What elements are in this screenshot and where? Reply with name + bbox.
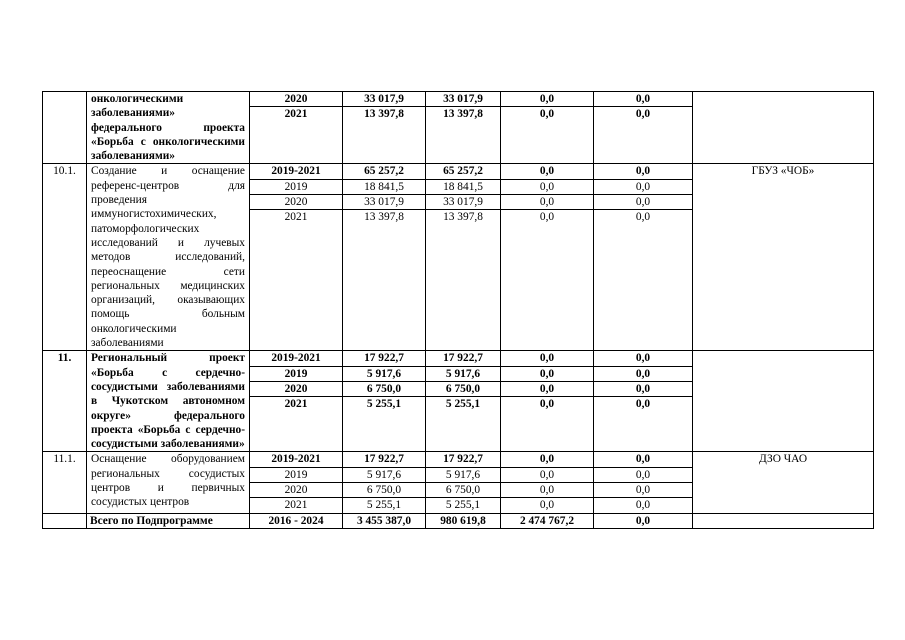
sub-value: 5 917,6 bbox=[343, 468, 425, 483]
table-row bbox=[43, 452, 874, 513]
sub-value: 0,0 bbox=[594, 382, 692, 397]
sub-value: 6 750,0 bbox=[426, 483, 500, 498]
sub-value: 2019 bbox=[250, 468, 342, 483]
sub-value: 2019-2021 bbox=[250, 164, 342, 179]
sub-value: 5 255,1 bbox=[445, 398, 481, 411]
sub-value: 13 397,8 bbox=[364, 211, 404, 224]
sub-value: 2021 bbox=[284, 499, 308, 512]
sub-value: 0,0 bbox=[594, 195, 692, 210]
sub-value: 2019 bbox=[250, 367, 342, 382]
sub-value: 2020 bbox=[250, 92, 342, 107]
sub-value: 33 017,9 bbox=[343, 195, 425, 210]
sub-value: 0,0 bbox=[635, 398, 651, 411]
row-number: 10.1. bbox=[43, 164, 87, 351]
cell-amount-federal bbox=[501, 452, 594, 513]
total-num-cell bbox=[43, 513, 87, 528]
cell-amount-budget bbox=[426, 164, 501, 351]
total-period: 2016 - 2024 bbox=[250, 513, 343, 528]
sub-value: 2019 bbox=[250, 180, 342, 195]
sub-value: 0,0 bbox=[594, 164, 692, 179]
sub-value: 2020 bbox=[250, 382, 342, 397]
table-row bbox=[43, 92, 874, 164]
sub-value: 0,0 bbox=[594, 367, 692, 382]
sub-value: 0,0 bbox=[501, 452, 593, 467]
sub-value: 2020 bbox=[250, 195, 342, 210]
sub-value: 2020 bbox=[250, 483, 342, 498]
sub-value: 65 257,2 bbox=[426, 164, 500, 179]
total-amount: 3 455 387,0 bbox=[343, 513, 426, 528]
row-executor: ГБУЗ «ЧОБ» bbox=[693, 164, 874, 351]
sub-value: 0,0 bbox=[539, 499, 555, 512]
sub-value: 5 917,6 bbox=[426, 367, 500, 382]
row-description: онкологическими заболеваниями» федерального проекта «Борьба с онкологическими заболеваниями» bbox=[87, 92, 250, 164]
row-executor: ДЗО ЧАО bbox=[693, 452, 874, 513]
sub-value: 0,0 bbox=[594, 483, 692, 498]
cell-amount-total bbox=[343, 164, 426, 351]
sub-value: 13 397,8 bbox=[364, 108, 404, 121]
sub-value: 6 750,0 bbox=[426, 382, 500, 397]
cell-period bbox=[250, 92, 343, 164]
sub-value: 0,0 bbox=[501, 351, 593, 366]
row-number: 11.1. bbox=[43, 452, 87, 513]
document-page bbox=[42, 91, 873, 529]
cell-amount-total bbox=[343, 351, 426, 452]
total-label: Всего по Подпрограмме bbox=[87, 513, 250, 528]
sub-value: 18 841,5 bbox=[343, 180, 425, 195]
table-row bbox=[43, 351, 874, 452]
sub-value: 0,0 bbox=[501, 468, 593, 483]
sub-value: 17 922,7 bbox=[426, 351, 500, 366]
sub-value: 33 017,9 bbox=[343, 92, 425, 107]
cell-period bbox=[250, 452, 343, 513]
sub-value: 0,0 bbox=[539, 211, 555, 224]
cell-amount-federal bbox=[501, 164, 594, 351]
sub-value: 0,0 bbox=[539, 398, 555, 411]
row-number: 11. bbox=[43, 351, 87, 452]
sub-value: 0,0 bbox=[635, 499, 651, 512]
sub-value: 33 017,9 bbox=[426, 92, 500, 107]
cell-amount-other bbox=[594, 351, 693, 452]
total-amount-col3: 2 474 767,2 bbox=[501, 513, 594, 528]
sub-value: 0,0 bbox=[501, 164, 593, 179]
sub-value: 17 922,7 bbox=[343, 351, 425, 366]
cell-amount-other bbox=[594, 164, 693, 351]
sub-value: 0,0 bbox=[539, 108, 555, 121]
cell-amount-other bbox=[594, 92, 693, 164]
row-description: Создание и оснащение референс-центров для проведения иммуногистохимических, патоморфологических исследований и лучевых методов исследований, переоснащение сети региональных медицинских организаций, оказывающих помощь больным онкологическими заболеваниями bbox=[87, 164, 250, 351]
sub-value: 13 397,8 bbox=[443, 108, 483, 121]
cell-amount-budget bbox=[426, 351, 501, 452]
sub-value: 2019-2021 bbox=[250, 452, 342, 467]
sub-value: 5 255,1 bbox=[366, 398, 402, 411]
sub-value: 6 750,0 bbox=[343, 382, 425, 397]
sub-value: 0,0 bbox=[501, 195, 593, 210]
row-description: Оснащение оборудованием региональных сосудистых центров и первичных сосудистых центров bbox=[87, 452, 250, 513]
cell-amount-federal bbox=[501, 92, 594, 164]
cell-amount-total bbox=[343, 92, 426, 164]
sub-value: 0,0 bbox=[501, 382, 593, 397]
budget-table bbox=[42, 91, 874, 529]
table-row bbox=[43, 164, 874, 351]
row-number bbox=[43, 92, 87, 164]
sub-value: 0,0 bbox=[501, 180, 593, 195]
cell-amount-budget bbox=[426, 452, 501, 513]
table-body bbox=[43, 92, 874, 514]
total-amount-col2: 980 619,8 bbox=[426, 513, 501, 528]
total-row bbox=[43, 513, 874, 528]
sub-value: 0,0 bbox=[594, 351, 692, 366]
sub-value: 13 397,8 bbox=[443, 211, 483, 224]
row-executor bbox=[693, 351, 874, 452]
row-description: Региональный проект «Борьба с сердечно-сосудистыми заболеваниями в Чукотском автономном округе» федерального проекта «Борьба с сердечно-сосудистыми заболеваниями» bbox=[87, 351, 250, 452]
cell-period bbox=[250, 164, 343, 351]
sub-value: 0,0 bbox=[501, 367, 593, 382]
sub-value: 5 917,6 bbox=[426, 468, 500, 483]
row-executor bbox=[693, 92, 874, 164]
sub-value: 0,0 bbox=[635, 211, 651, 224]
cell-period bbox=[250, 351, 343, 452]
cell-amount-budget bbox=[426, 92, 501, 164]
sub-value: 0,0 bbox=[635, 108, 651, 121]
sub-value: 0,0 bbox=[501, 92, 593, 107]
sub-value: 2021 bbox=[284, 108, 308, 121]
sub-value: 65 257,2 bbox=[343, 164, 425, 179]
sub-value: 18 841,5 bbox=[426, 180, 500, 195]
sub-value: 33 017,9 bbox=[426, 195, 500, 210]
sub-value: 5 255,1 bbox=[366, 499, 402, 512]
total-amount-col4: 0,0 bbox=[594, 513, 693, 528]
cell-amount-total bbox=[343, 452, 426, 513]
sub-value: 5 255,1 bbox=[445, 499, 481, 512]
cell-amount-other bbox=[594, 452, 693, 513]
sub-value: 17 922,7 bbox=[426, 452, 500, 467]
sub-value: 0,0 bbox=[594, 468, 692, 483]
sub-value: 2021 bbox=[284, 211, 308, 224]
sub-value: 0,0 bbox=[594, 180, 692, 195]
sub-value: 17 922,7 bbox=[343, 452, 425, 467]
sub-value: 0,0 bbox=[501, 483, 593, 498]
sub-value: 5 917,6 bbox=[343, 367, 425, 382]
cell-amount-federal bbox=[501, 351, 594, 452]
sub-value: 2021 bbox=[284, 398, 308, 411]
sub-value: 0,0 bbox=[594, 92, 692, 107]
sub-value: 2019-2021 bbox=[250, 351, 342, 366]
sub-value: 6 750,0 bbox=[343, 483, 425, 498]
total-exec-cell bbox=[693, 513, 874, 528]
sub-value: 0,0 bbox=[594, 452, 692, 467]
